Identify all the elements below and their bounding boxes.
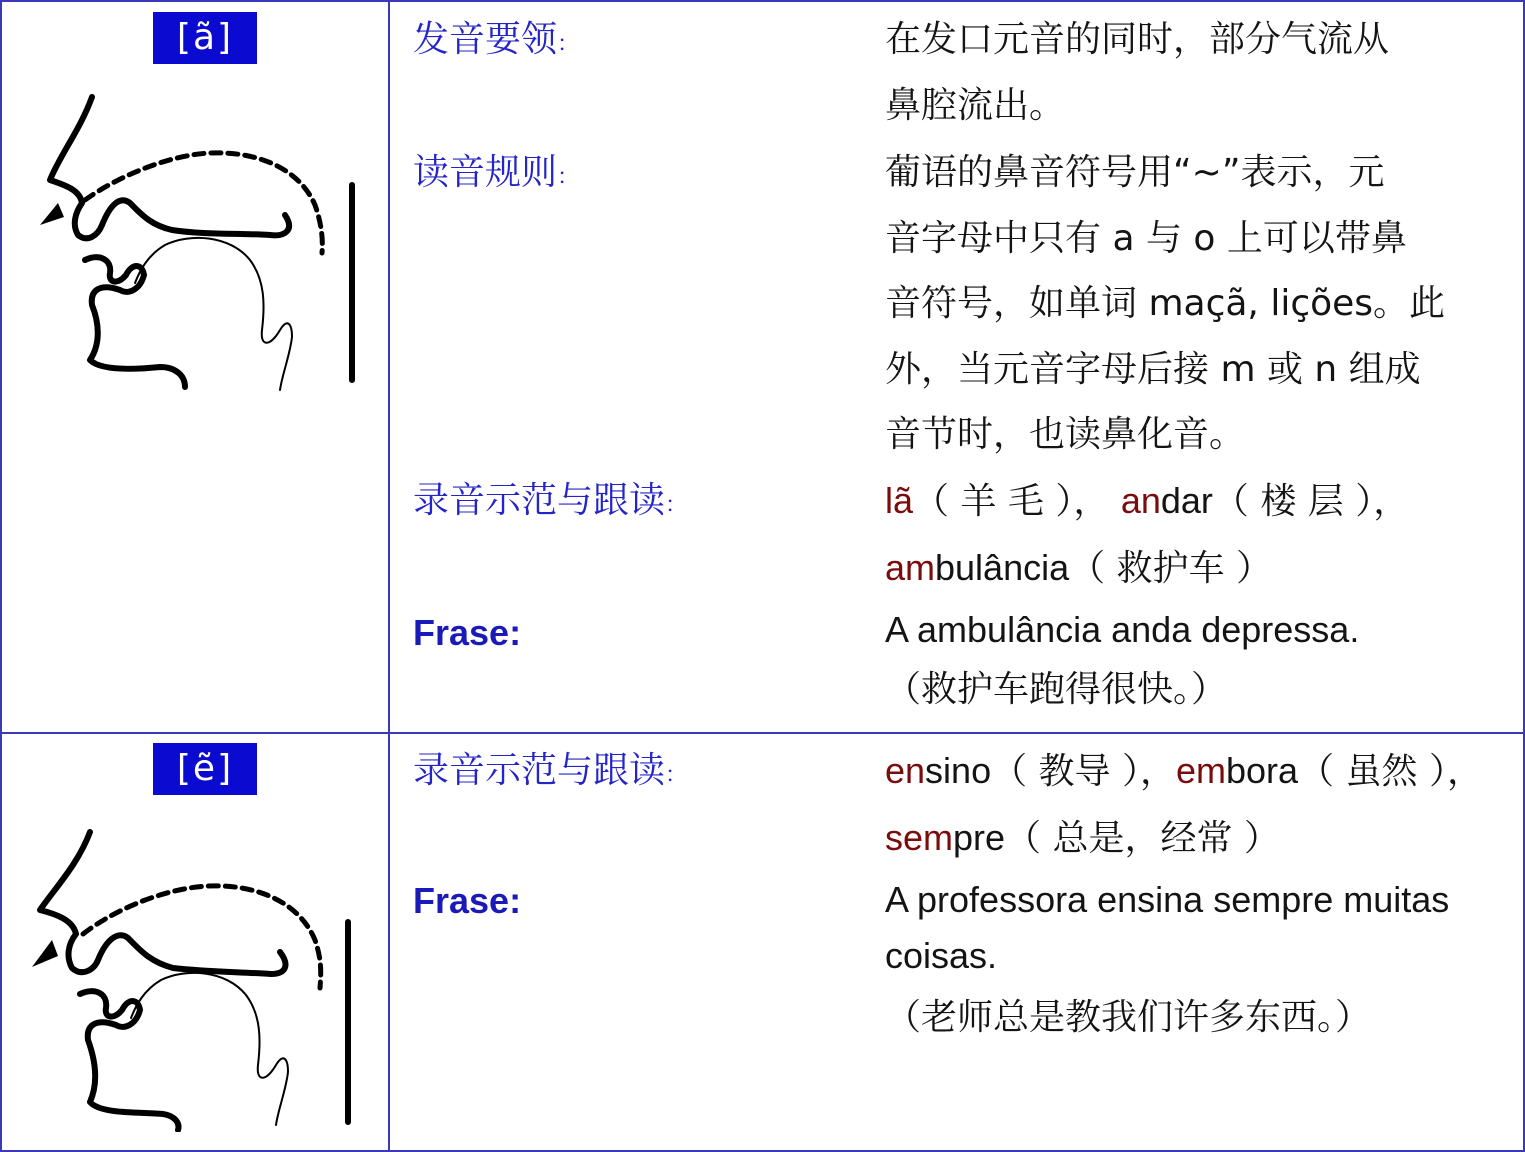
label-reading-rules: 读音规则： — [413, 152, 580, 193]
label-frase: Frase: — [413, 880, 522, 921]
text-line: 音字母中只有 a 与 o 上可以带鼻 — [885, 217, 1407, 259]
label-recording-demo: 录音示范与跟读： — [413, 480, 688, 521]
label-frase: Frase: — [413, 612, 522, 653]
word-item[interactable]: sempre — [885, 816, 1006, 858]
word-item[interactable]: ensino — [885, 750, 992, 791]
word-gloss: （ 楼 层 ）， — [1212, 481, 1410, 522]
phoneme-badge-a: [ã] — [153, 12, 257, 64]
word-item[interactable]: ambulância — [885, 546, 1070, 588]
recording-words — [885, 738, 1505, 871]
text-line: 音节时，也读鼻化音。 — [885, 414, 1246, 455]
frase-text — [885, 872, 1505, 1046]
text-line: 鼻腔流出。 — [885, 84, 1066, 126]
recording-words — [885, 468, 1505, 601]
word-gloss: （ 教导 ）， — [991, 751, 1176, 792]
frase-translation: （救护车跑得很快。） — [885, 669, 1228, 710]
frase-translation: （老师总是教我们许多东西。） — [885, 997, 1372, 1038]
word-gloss: （ 救护车 ） — [1069, 547, 1273, 589]
text-line: 在发口元音的同时，部分气流从 — [885, 19, 1390, 60]
mouth-diagram-icon — [28, 822, 368, 1132]
frase-sentence: coisas. — [885, 935, 998, 976]
word-gloss: （ 羊 毛 ）， — [913, 481, 1110, 522]
label-recording-demo: 录音示范与跟读： — [413, 750, 688, 791]
text-line: 音符号，如单词 maçã, lições。此 — [885, 283, 1446, 324]
word-item[interactable]: embora — [1175, 750, 1299, 791]
mouth-diagram-icon — [30, 85, 370, 395]
word-gloss: （ 虽然 ）， — [1298, 751, 1483, 792]
articulation-text — [885, 7, 1505, 138]
text-line: 葡语的鼻音符号用“~”表示，元 — [885, 152, 1385, 193]
word-item[interactable]: andar — [1120, 480, 1213, 521]
frase-text — [885, 600, 1505, 720]
frase-sentence: A professora ensina sempre muitas — [885, 879, 1450, 920]
word-gloss: （ 总是，经常 ） — [1005, 817, 1280, 859]
text-line: 外，当元音字母后接 m 或 n 组成 — [885, 348, 1421, 390]
reading-rules-text — [885, 140, 1505, 468]
word-item[interactable]: lã — [885, 480, 914, 521]
frase-sentence: A ambulância anda depressa. — [885, 609, 1360, 650]
label-articulation: 发音要领： — [413, 19, 580, 60]
phoneme-badge-e: [ẽ] — [153, 743, 257, 795]
